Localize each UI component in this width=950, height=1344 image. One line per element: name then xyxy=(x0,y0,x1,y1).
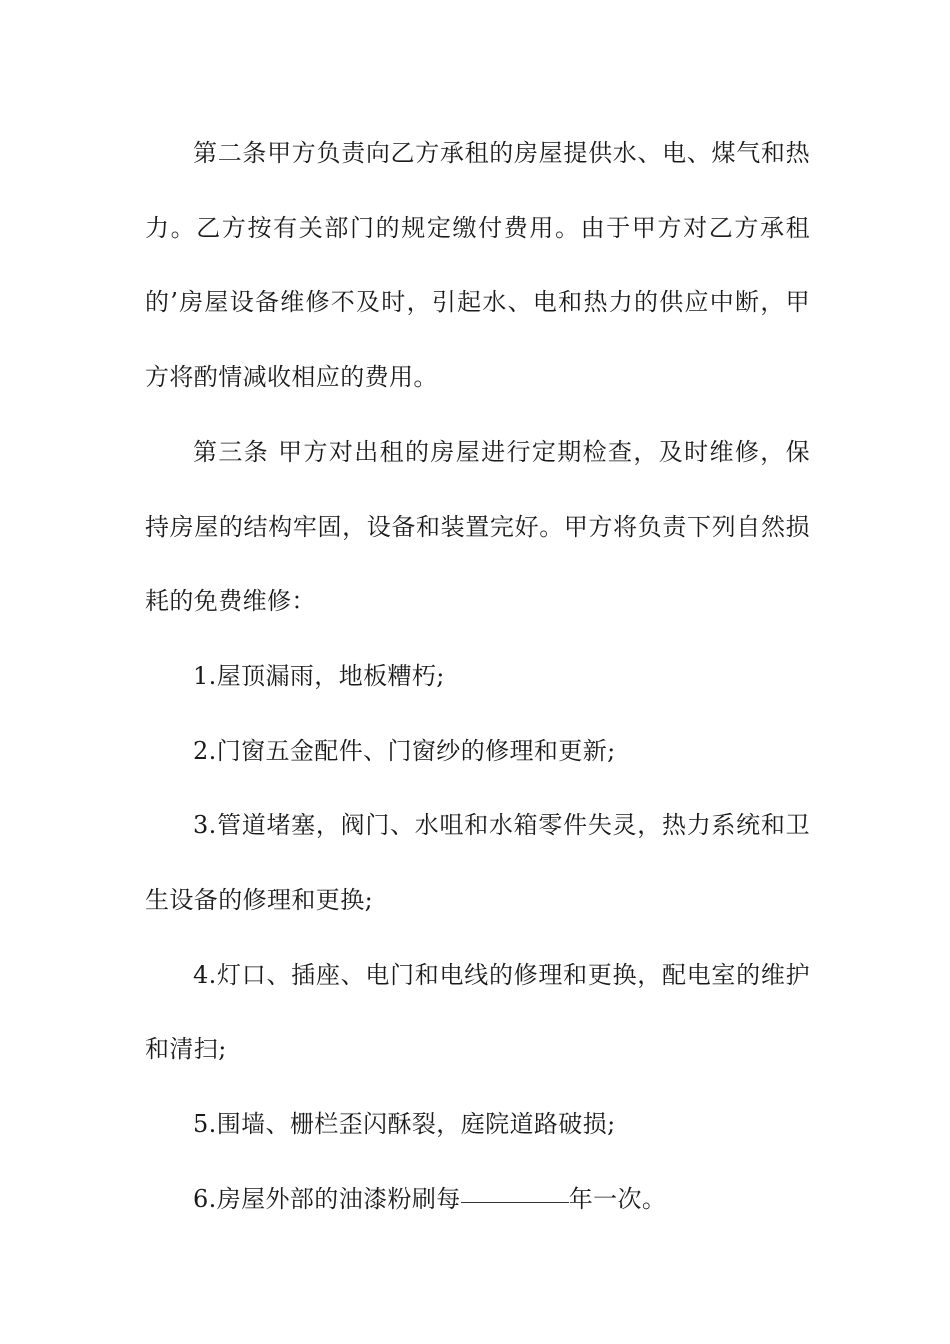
list-item-2: 2.门窗五金配件、门窗纱的修理和更新; xyxy=(193,736,616,765)
paragraph-article-3: 第三条 甲方对出租的房屋进行定期检查，及时维修，保持房屋的结构牢固，设备和装置完好。甲方将负责下列自然损耗的免费维修： xyxy=(145,437,810,616)
list-item-1: 1.屋顶漏雨，地板糟朽; xyxy=(193,661,445,690)
fill-in-blank xyxy=(461,1201,569,1203)
list-item-3: 3.管道堵塞，阀门、水咀和水箱零件失灵，热力系统和卫生设备的修理和更换; xyxy=(145,811,810,915)
list-item-6-text-after: 年一次。 xyxy=(568,1184,667,1213)
list-item-6-text-before: 6.房屋外部的油漆粉刷每 xyxy=(193,1184,461,1213)
list-item-5: 5.围墙、栅栏歪闪酥裂，庭院道路破损; xyxy=(193,1110,616,1139)
list-item-4: 4.灯口、插座、电门和电线的修理和更换，配电室的维护和清扫; xyxy=(145,960,810,1064)
list-item-6 xyxy=(145,1162,810,1237)
paragraph-article-2: 第二条甲方负责向乙方承租的房屋提供水、电、煤气和热力。乙方按有关部门的规定缴付费用。由于甲方对乙方承租的’房屋设备维修不及时，引起水、电和热力的供应中断，甲方将酌情减收相应的费用。 xyxy=(145,139,810,392)
document-body xyxy=(145,116,810,1237)
